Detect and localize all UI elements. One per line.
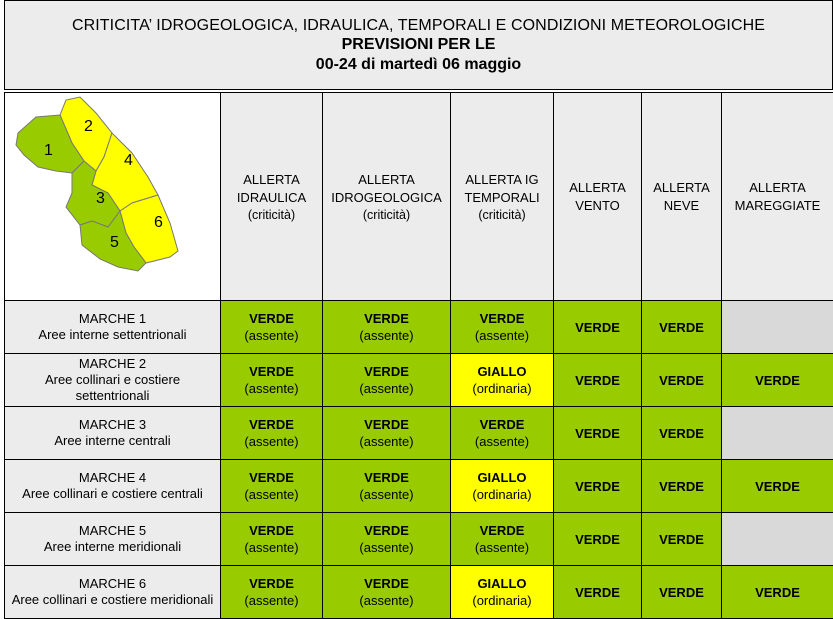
col-header [554, 93, 642, 301]
alert-criticity: (assente) [323, 486, 450, 503]
table-row [5, 566, 833, 619]
alert-level: GIALLO [451, 575, 553, 592]
alert-cell [554, 301, 642, 354]
alert-cell [221, 513, 323, 566]
alert-cell [554, 354, 642, 407]
col-title-line1: ALLERTA IG [451, 171, 553, 189]
table-header-row [5, 93, 833, 301]
alert-level: VERDE [221, 310, 322, 327]
col-title-line2: IDROGEOLOGICA [323, 189, 450, 207]
table-row [5, 354, 833, 407]
table-row [5, 513, 833, 566]
alert-cell [554, 566, 642, 619]
zone-map [5, 93, 221, 301]
alert-criticity: (ordinaria) [451, 380, 553, 397]
alert-cell [642, 513, 722, 566]
alert-criticity: (assente) [323, 433, 450, 450]
alert-level: VERDE [554, 531, 641, 548]
col-title-line2: NEVE [642, 197, 721, 215]
col-title-line1: ALLERTA [722, 179, 833, 197]
alert-cell [722, 407, 833, 460]
alert-level: VERDE [451, 310, 553, 327]
alert-criticity: (assente) [221, 380, 322, 397]
zone-description: Aree collinari e costiere meridionali [5, 592, 220, 608]
alert-criticity: (ordinaria) [451, 486, 553, 503]
alert-cell [722, 301, 833, 354]
alert-cell [323, 301, 451, 354]
col-header [722, 93, 833, 301]
alert-cell [323, 566, 451, 619]
col-header [451, 93, 554, 301]
alert-criticity: (assente) [323, 539, 450, 556]
alert-criticity: (ordinaria) [451, 592, 553, 609]
map-label-1: 1 [44, 142, 53, 159]
alert-level: VERDE [323, 469, 450, 486]
alert-cell [323, 460, 451, 513]
alert-criticity: (assente) [221, 486, 322, 503]
alert-cell [451, 513, 554, 566]
alert-level: VERDE [323, 522, 450, 539]
alert-cell [451, 566, 554, 619]
alert-cell [221, 407, 323, 460]
alert-cell [323, 354, 451, 407]
col-title-line1: ALLERTA [642, 179, 721, 197]
map-label-2: 2 [84, 118, 93, 135]
alert-criticity: (assente) [323, 380, 450, 397]
alert-level: VERDE [323, 416, 450, 433]
alert-level: VERDE [722, 584, 833, 601]
col-title-line2: MAREGGIATE [722, 197, 833, 215]
zone-cell [5, 407, 221, 460]
alert-level: VERDE [451, 416, 553, 433]
alert-cell [451, 407, 554, 460]
col-title-line1: ALLERTA [221, 171, 322, 189]
col-header [323, 93, 451, 301]
alert-table [4, 92, 833, 619]
alert-cell [642, 407, 722, 460]
alert-level: VERDE [642, 531, 721, 548]
header-title: CRITICITA’ IDROGEOLOGICA, IDRAULICA, TEMPORALI E CONDIZIONI METEOROLOGICHE [5, 17, 832, 35]
col-title-line2: IDRAULICA [221, 189, 322, 207]
alert-cell [722, 513, 833, 566]
alert-criticity: (assente) [323, 327, 450, 344]
col-title-line1: ALLERTA [323, 171, 450, 189]
alert-cell [642, 354, 722, 407]
map-label-6: 6 [154, 214, 163, 231]
col-header [221, 93, 323, 301]
alert-level: VERDE [554, 425, 641, 442]
col-subtitle: (criticità) [221, 207, 322, 223]
alert-criticity: (assente) [323, 592, 450, 609]
alert-level: VERDE [722, 372, 833, 389]
alert-cell [323, 407, 451, 460]
header-subtitle: PREVISIONI PER LE [5, 36, 832, 54]
alert-level: VERDE [554, 372, 641, 389]
alert-cell [221, 301, 323, 354]
col-header [642, 93, 722, 301]
alert-criticity: (assente) [221, 539, 322, 556]
zone-cell [5, 460, 221, 513]
alert-level: VERDE [323, 575, 450, 592]
alert-cell [451, 460, 554, 513]
alert-level: VERDE [221, 575, 322, 592]
alert-level: VERDE [642, 478, 721, 495]
alert-cell [221, 354, 323, 407]
alert-criticity: (assente) [451, 539, 553, 556]
zone-cell [5, 513, 221, 566]
table-row [5, 407, 833, 460]
alert-level: VERDE [642, 372, 721, 389]
alert-cell [554, 513, 642, 566]
map-label-4: 4 [124, 152, 133, 169]
alert-level: GIALLO [451, 363, 553, 380]
alert-cell [642, 460, 722, 513]
bulletin-header [4, 0, 833, 90]
alert-level: VERDE [221, 469, 322, 486]
alert-cell [221, 566, 323, 619]
zone-name: MARCHE 1 [5, 311, 220, 327]
alert-cell [323, 513, 451, 566]
alert-level: VERDE [642, 319, 721, 336]
col-subtitle: (criticità) [451, 207, 553, 223]
alert-level: GIALLO [451, 469, 553, 486]
zone-description: Aree collinari e costiere [5, 372, 220, 388]
alert-cell [722, 566, 833, 619]
col-title-line2: TEMPORALI [451, 189, 553, 207]
alert-cell [722, 460, 833, 513]
alert-cell [554, 407, 642, 460]
alert-cell [221, 460, 323, 513]
zone-name: MARCHE 5 [5, 523, 220, 539]
zone-description: Aree interne meridionali [5, 539, 220, 555]
zone-cell [5, 566, 221, 619]
alert-level: VERDE [323, 310, 450, 327]
alert-criticity: (assente) [451, 327, 553, 344]
alert-level: VERDE [221, 416, 322, 433]
map-label-3: 3 [96, 190, 105, 207]
alert-level: VERDE [642, 584, 721, 601]
alert-level: VERDE [554, 584, 641, 601]
alert-criticity: (assente) [221, 592, 322, 609]
alert-level: VERDE [323, 363, 450, 380]
col-title-line1: ALLERTA [554, 179, 641, 197]
alert-level: VERDE [554, 478, 641, 495]
alert-cell [554, 460, 642, 513]
zone-name: MARCHE 2 [5, 356, 220, 372]
zone-description: Aree collinari e costiere centrali [5, 486, 220, 502]
alert-level: VERDE [221, 363, 322, 380]
alert-cell [642, 301, 722, 354]
alert-criticity: (assente) [221, 433, 322, 450]
map-label-5: 5 [110, 234, 119, 251]
zone-name: MARCHE 4 [5, 470, 220, 486]
zone-description: Aree interne centrali [5, 433, 220, 449]
zone-description: Aree interne settentrionali [5, 327, 220, 343]
alert-cell [642, 566, 722, 619]
zone-description: settentrionali [5, 388, 220, 404]
alert-level: VERDE [722, 478, 833, 495]
alert-criticity: (assente) [451, 433, 553, 450]
alert-cell [451, 354, 554, 407]
alert-level: VERDE [221, 522, 322, 539]
table-row [5, 460, 833, 513]
alert-level: VERDE [642, 425, 721, 442]
alert-level: VERDE [554, 319, 641, 336]
col-subtitle: (criticità) [323, 207, 450, 223]
marche-map-image [8, 95, 218, 295]
zone-cell [5, 301, 221, 354]
zone-name: MARCHE 6 [5, 576, 220, 592]
alert-criticity: (assente) [221, 327, 322, 344]
zone-cell [5, 354, 221, 407]
zone-name: MARCHE 3 [5, 417, 220, 433]
table-row [5, 301, 833, 354]
alert-cell [451, 301, 554, 354]
alert-cell [722, 354, 833, 407]
header-date: 00-24 di martedì 06 maggio [5, 56, 832, 74]
col-title-line2: VENTO [554, 197, 641, 215]
alert-level: VERDE [451, 522, 553, 539]
